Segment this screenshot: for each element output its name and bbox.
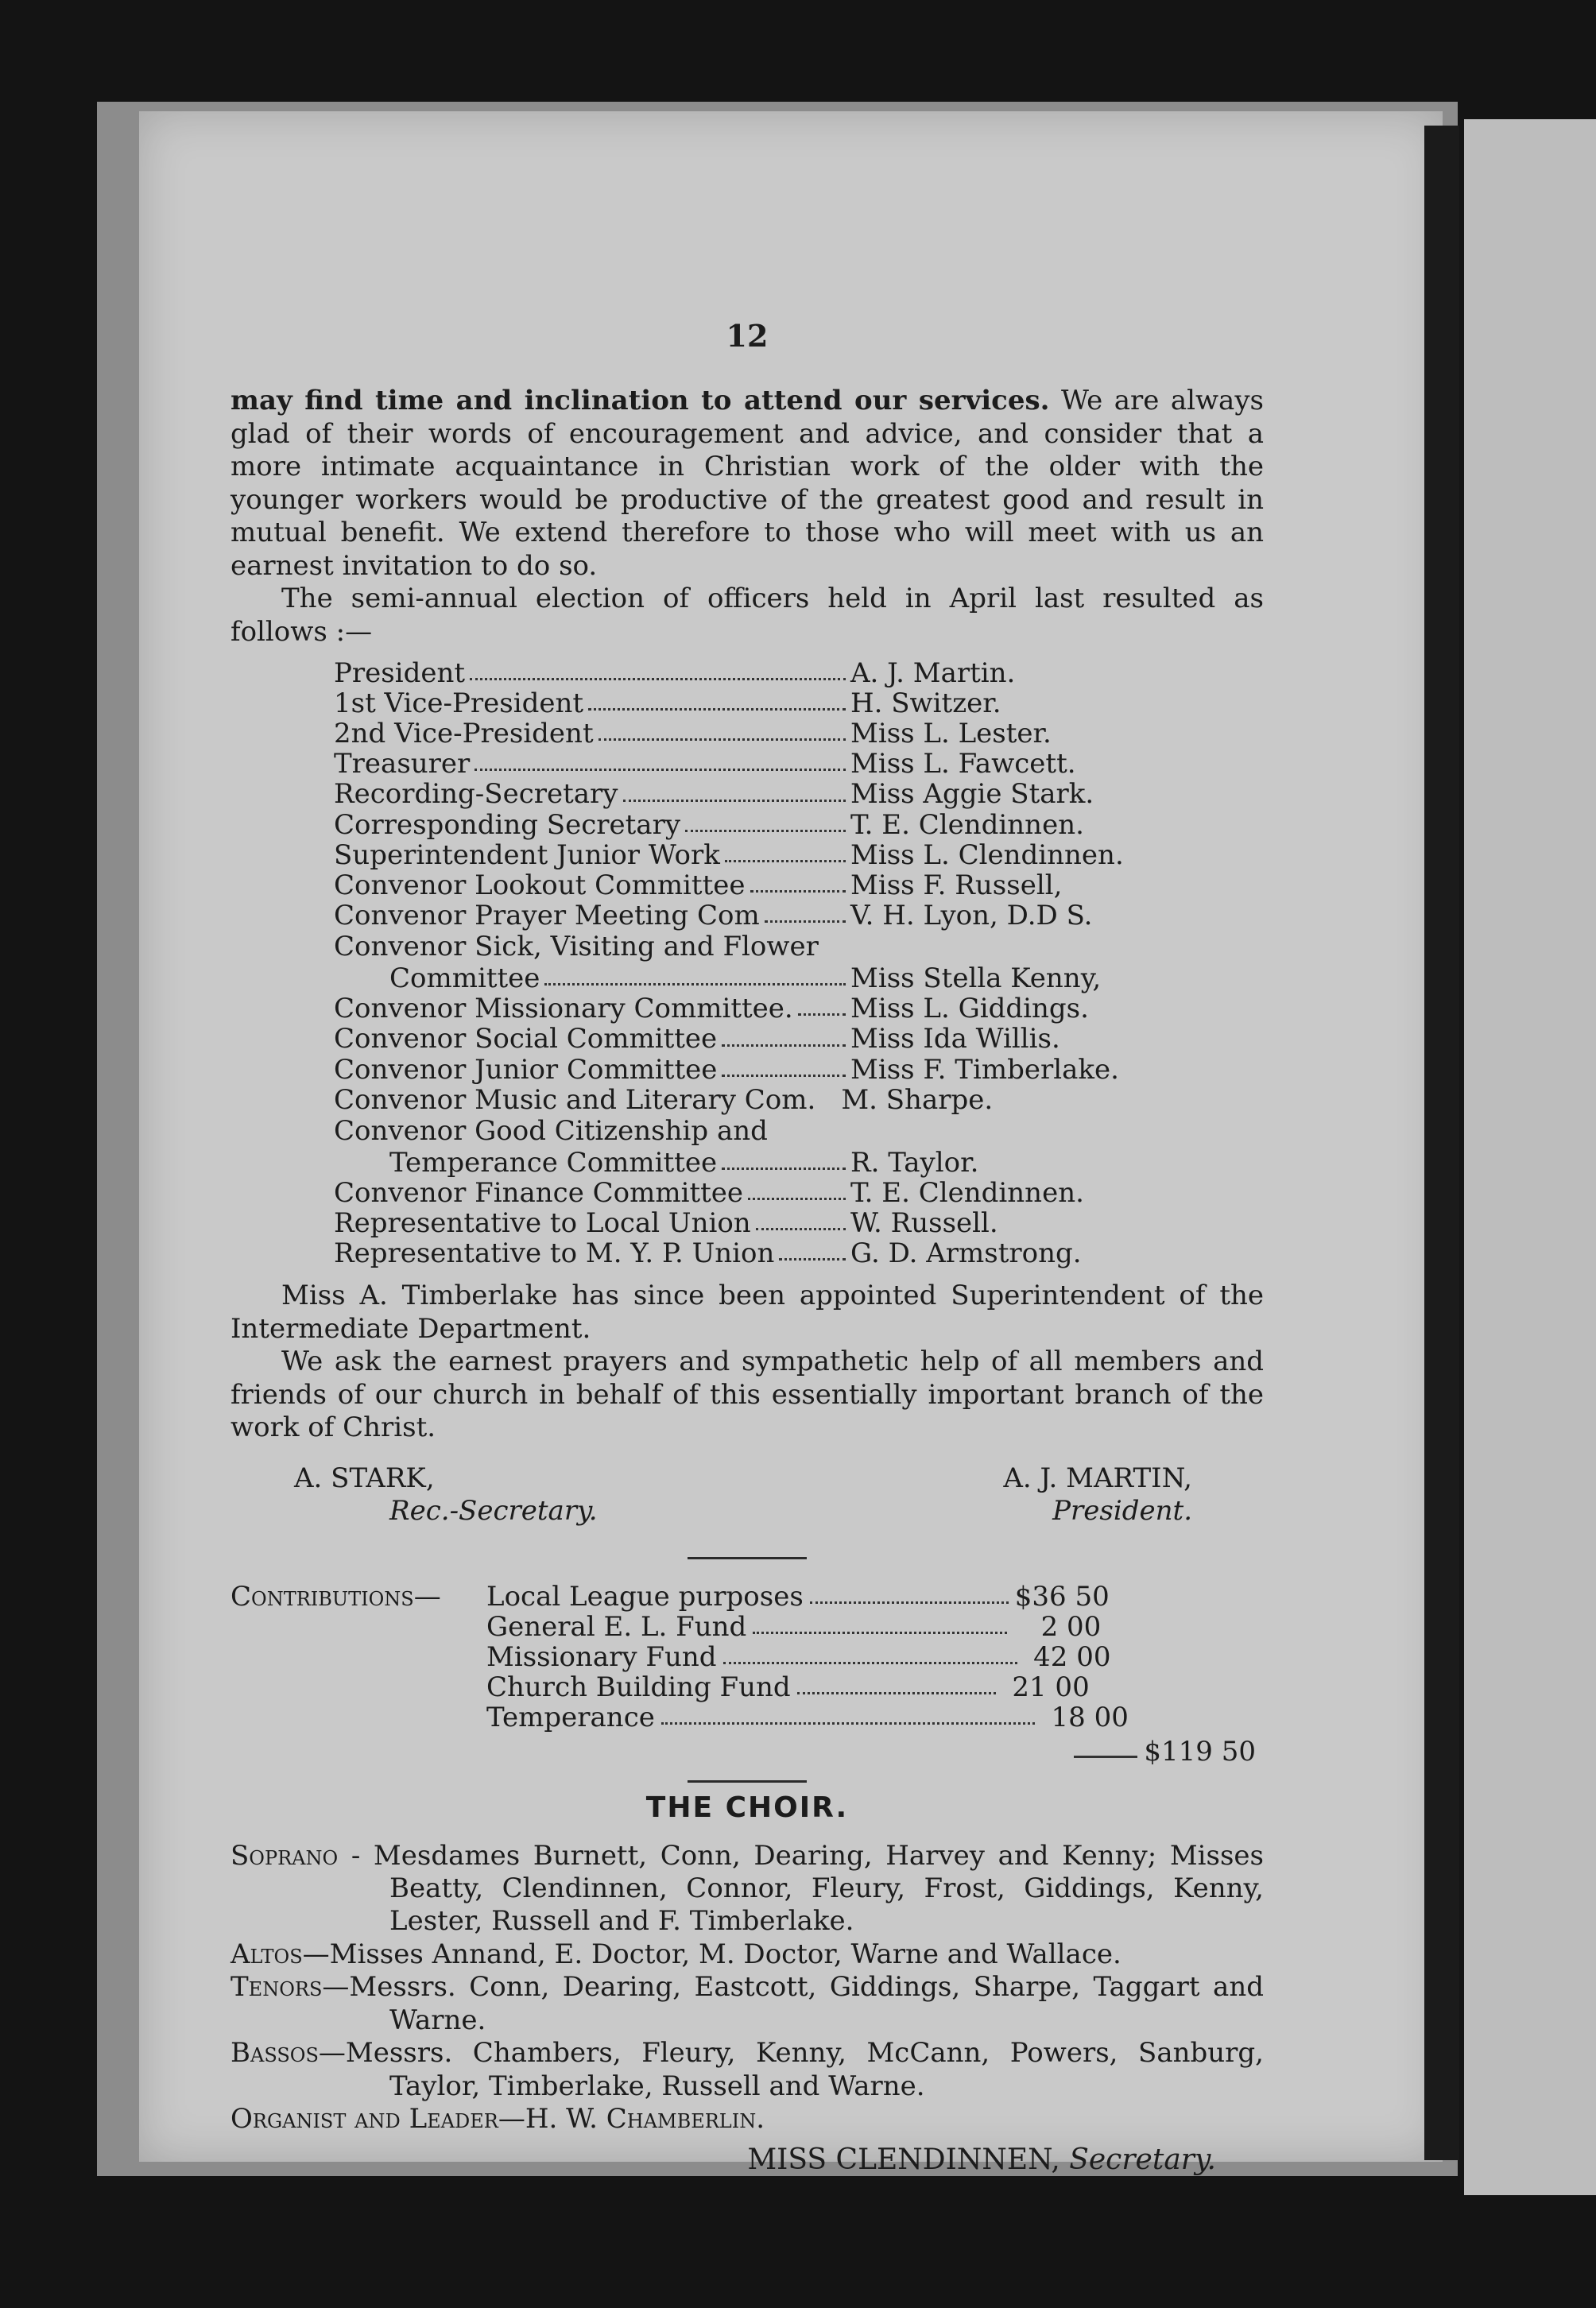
- contribution-row: [230, 1672, 1264, 1702]
- officer-role: Representative to M. Y. P. Union: [334, 1237, 775, 1270]
- officer-row: [334, 993, 1152, 1024]
- choir-label: Bassos—: [230, 2037, 346, 2070]
- officer-row: [334, 1238, 1152, 1268]
- signature-name: A. STARK,: [294, 1462, 435, 1494]
- officer-name: Miss Ida Willis.: [850, 1023, 1060, 1055]
- officer-role: President: [334, 657, 466, 690]
- contribution-row: [230, 1702, 1264, 1733]
- officer-row: [334, 688, 1152, 718]
- officer-role: Treasurer: [334, 748, 471, 780]
- signature-secretary: [230, 1462, 598, 1528]
- officer-row: [334, 840, 1152, 870]
- contribution-item: Church Building Fund: [486, 1671, 791, 1703]
- officer-name: Miss L. Fawcett.: [850, 748, 1076, 780]
- officer-name: V. H. Lyon, D.D S.: [850, 899, 1093, 931]
- officer-row: [334, 963, 1152, 993]
- section-divider: [688, 1557, 807, 1559]
- choir-members: Misses Annand, E. Doctor, M. Doctor, Warne and Wallace.: [329, 1938, 1121, 1970]
- officer-role: Recording-Secretary: [334, 778, 618, 811]
- signature-title: President.: [1052, 1495, 1192, 1528]
- officer-role: Convenor Finance Committee: [334, 1177, 744, 1210]
- choir-label: Tenors—: [230, 1971, 350, 2004]
- officer-role: Convenor Social Committee: [334, 1023, 718, 1055]
- contribution-total-row: [230, 1736, 1264, 1768]
- officer-role: 2nd Vice-President: [334, 718, 594, 750]
- page-number: 12: [726, 318, 769, 354]
- officer-row: [334, 658, 1152, 688]
- officer-role-line: Convenor Good Citizenship and: [334, 1114, 768, 1147]
- officer-role: Convenor Prayer Meeting Com: [334, 899, 760, 931]
- officer-row: [334, 718, 1152, 749]
- choir-tenors: [230, 1971, 1264, 2037]
- officer-name: T. E. Clendinnen.: [850, 808, 1084, 841]
- choir-members: Messrs. Chambers, Fleury, Kenny, McCann, Powers, Sanburg, Taylor, Timberlake, Russell and Warne.: [345, 2037, 1264, 2102]
- officer-row: [334, 779, 1152, 809]
- contribution-row: [230, 1582, 1264, 1612]
- officer-name: Miss Stella Kenny,: [850, 962, 1102, 995]
- officer-row: [334, 1085, 1152, 1115]
- signatures: [230, 1462, 1264, 1528]
- contribution-amount: 2 00: [1040, 1610, 1102, 1643]
- officer-name: R. Taylor.: [850, 1147, 979, 1179]
- signature-name: A. J. MARTIN,: [1003, 1462, 1192, 1494]
- officer-role: Committee: [389, 962, 540, 995]
- secretary-name: MISS CLENDINNEN,: [747, 2143, 1060, 2176]
- officer-role: Corresponding Secretary: [334, 808, 681, 841]
- officer-row: [334, 900, 1152, 931]
- officer-row: [334, 870, 1152, 900]
- officers-list: [334, 658, 1152, 1268]
- contributions-table: [230, 1582, 1264, 1769]
- officer-row: [334, 810, 1152, 840]
- officer-name: Miss L. Giddings.: [850, 993, 1089, 1025]
- choir-altos: [230, 1938, 1264, 1971]
- officer-role: Temperance Committee: [389, 1147, 718, 1179]
- officer-role: Superintendent Junior Work: [334, 838, 720, 871]
- signature-title: Rec.-Secretary.: [389, 1495, 598, 1528]
- appointment-paragraph: Miss A. Timberlake has since been appointed Superintendent of the Intermediate Department.: [230, 1280, 1264, 1345]
- contribution-item: Local League purposes: [486, 1580, 804, 1613]
- prayer-paragraph: We ask the earnest prayers and sympathetic help of all members and friends of our church in behalf of this essentially important branch of the work of Christ.: [230, 1346, 1264, 1444]
- choir-heading: THE CHOIR.: [645, 1791, 849, 1824]
- officer-name: Miss F. Russell,: [850, 869, 1063, 901]
- contribution-row: [230, 1642, 1264, 1672]
- officer-row: [334, 1024, 1152, 1054]
- contribution-total: $119 50: [1144, 1736, 1256, 1768]
- contribution-amount: $36 50: [1014, 1580, 1110, 1613]
- officer-row: [334, 1055, 1152, 1085]
- officer-name: Miss F. Timberlake.: [850, 1053, 1119, 1086]
- contribution-amount: 21 00: [1012, 1671, 1090, 1703]
- intro-paragraph: [230, 385, 1264, 583]
- intro-lead: may find time and inclination to attend our services.: [230, 385, 1050, 417]
- officer-row: [334, 1178, 1152, 1208]
- officer-role: Convenor Music and Literary Com.: [334, 1083, 816, 1116]
- choir-members: Mesdames Burnett, Conn, Dearing, Harvey and Kenny; Misses Beatty, Clendinnen, Connor, Fleury, Frost, Giddings, Kenny, Lester, Russell and F. Timberlake.: [360, 1839, 1264, 1938]
- officer-role: Convenor Junior Committee: [334, 1053, 718, 1086]
- book-spine: [1424, 126, 1459, 2160]
- contribution-amount: 42 00: [1033, 1640, 1111, 1673]
- choir-soprano: [230, 1840, 1264, 1938]
- officer-name: W. Russell.: [850, 1207, 998, 1240]
- choir-members: Messrs. Conn, Dearing, Eastcott, Giddings, Sharpe, Taggart and Warne.: [349, 1971, 1264, 2036]
- election-paragraph: The semi-annual election of officers held in April last resulted as follows :—: [230, 583, 1264, 648]
- officer-name: H. Switzer.: [850, 687, 1001, 720]
- officer-name: Miss Aggie Stark.: [850, 778, 1094, 811]
- officer-name: G. D. Armstrong.: [850, 1237, 1082, 1270]
- section-divider: [688, 1780, 807, 1783]
- officer-name: M. Sharpe.: [841, 1083, 994, 1116]
- signature-president: [1003, 1462, 1264, 1528]
- contribution-row: [230, 1612, 1264, 1642]
- officer-role: Convenor Lookout Committee: [334, 869, 746, 901]
- officer-name: Miss L. Lester.: [850, 718, 1052, 750]
- officer-row: [334, 1148, 1152, 1178]
- secretary-title: Secretary.: [1059, 2143, 1216, 2176]
- officer-role: 1st Vice-President: [334, 687, 584, 720]
- contribution-item: Temperance: [486, 1702, 655, 1734]
- page-content: [230, 318, 1264, 2178]
- choir-bassos: [230, 2037, 1264, 2103]
- officer-name: T. E. Clendinnen.: [850, 1177, 1084, 1210]
- officer-name: Miss L. Clendinnen.: [850, 838, 1124, 871]
- facing-page-edge: [1464, 119, 1596, 2195]
- officer-name: A. J. Martin.: [850, 657, 1016, 690]
- choir-secretary: [230, 2143, 1264, 2178]
- officer-row: [334, 1208, 1152, 1238]
- contributions-label: Contributions—: [230, 1580, 441, 1613]
- officer-role: Representative to Local Union: [334, 1207, 751, 1240]
- choir-organist: [230, 2103, 1264, 2136]
- choir-label: Soprano -: [230, 1839, 361, 1872]
- choir-members: H. W. Chamberlin.: [525, 2103, 765, 2136]
- choir-label: Altos—: [230, 1938, 330, 1970]
- choir-label: Organist and Leader—: [230, 2103, 525, 2136]
- contribution-item: Missionary Fund: [486, 1640, 717, 1673]
- officer-row: [334, 749, 1152, 779]
- intro-rest: We are always glad of their words of encouragement and advice, and consider that a more intimate acquaintance in Christian work of the older with the younger workers would be productive of the greatest good and result in mutual benefit. We extend therefore to those who will meet with us an earnest invitation to do so.: [230, 385, 1264, 582]
- contribution-item: General E. L. Fund: [486, 1610, 747, 1643]
- officer-role: Convenor Missionary Committee.: [334, 993, 793, 1025]
- contribution-amount: 18 00: [1051, 1702, 1129, 1734]
- officer-role-line: Convenor Sick, Visiting and Flower: [334, 930, 819, 962]
